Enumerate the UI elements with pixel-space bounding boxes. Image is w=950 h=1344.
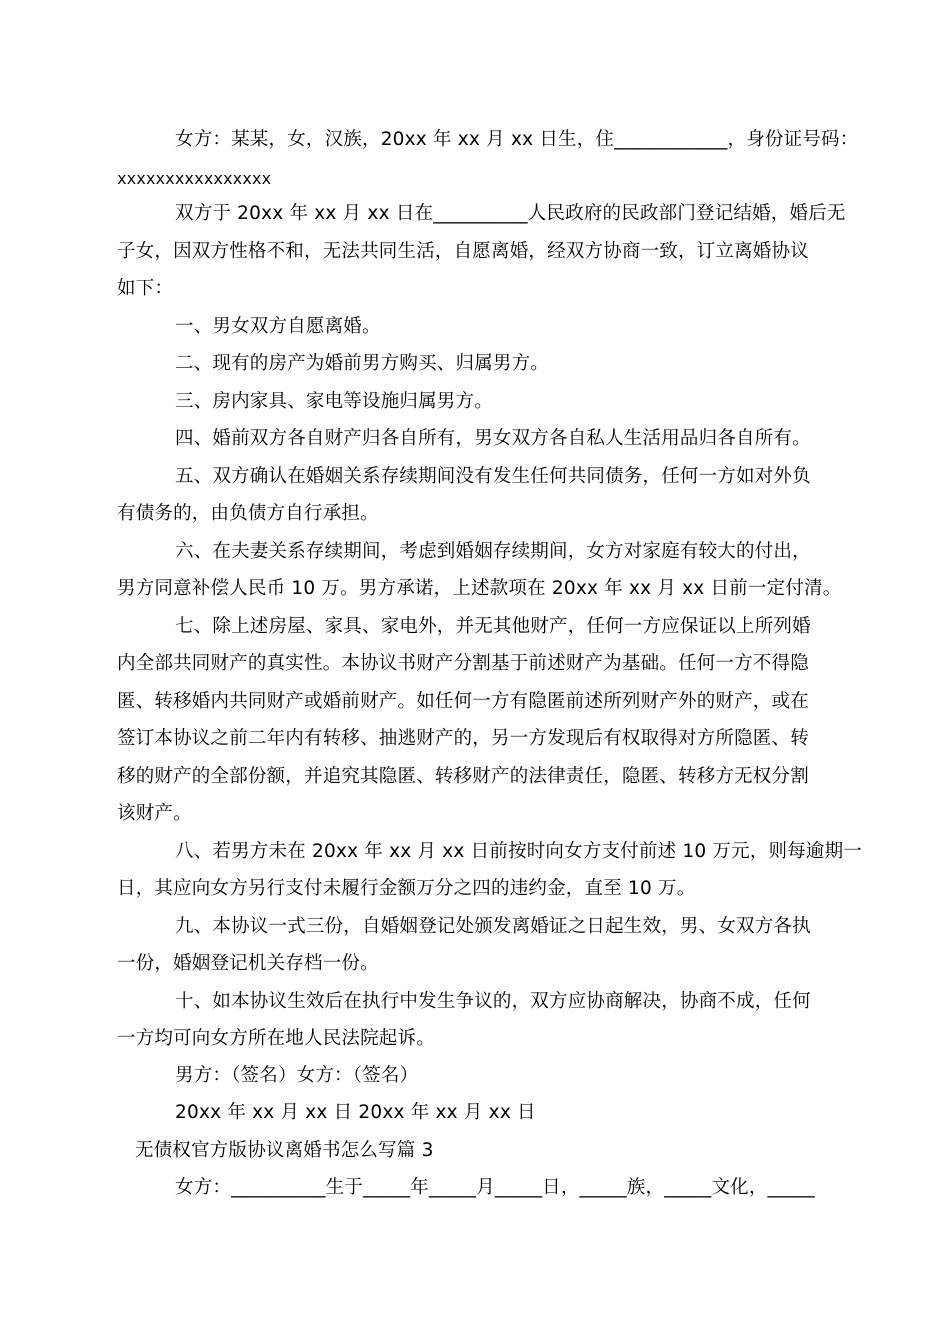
clause-7-line-5: 移的财产的全部份额，并追究其隐匿、转移财产的法律责任，隐匿、转移方无权分割 <box>117 766 809 787</box>
clause-8-line-1: 八、若男方未在 20xx 年 xx 月 xx 日前按时向女方支付前述 10 万元，则每逾期一 <box>175 841 863 862</box>
intro-line-1: 双方于 20xx 年 xx 月 xx 日在__________人民政府的民政部门登记结婚，婚后无 <box>175 203 846 224</box>
clause-6-line-1: 六、在夫妻关系存续期间，考虑到婚姻存续期间，女方对家庭有较大的付出， <box>175 541 811 562</box>
clause-9-line-2: 一份，婚姻登记机关存档一份。 <box>117 953 379 974</box>
section-heading: 无债权官方版协议离婚书怎么写篇 3 <box>135 1140 434 1161</box>
clause-7-line-2: 内全部共同财产的真实性。本协议书财产分割基于前述财产为基础。任何一方不得隐 <box>117 653 809 674</box>
signature-line: 男方：（签名）女方：（签名） <box>175 1065 419 1086</box>
clause-10-line-2: 一方均可向女方所在地人民法院起诉。 <box>117 1028 435 1049</box>
intro-line-3: 如下： <box>117 278 174 299</box>
clause-3: 三、房内家具、家电等设施归属男方。 <box>175 391 493 412</box>
id-number-line: xxxxxxxxxxxxxxxx <box>117 169 272 188</box>
clause-10-line-1: 十、如本协议生效后在执行中发生争议的，双方应协商解决，协商不成，任何 <box>175 991 811 1012</box>
clause-7-line-3: 匿、转移婚内共同财产或婚前财产。如任何一方有隐匿前述所列财产外的财产，或在 <box>117 691 809 712</box>
clause-4: 四、婚前双方各自财产归各自所有，男女双方各自私人生活用品归各自所有。 <box>175 428 811 449</box>
clause-5-line-2: 有债务的，由负债方自行承担。 <box>117 503 379 524</box>
clause-8-line-2: 日，其应向女方另行支付未履行金额万分之四的违约金，直至 10 万。 <box>117 878 696 899</box>
party-female-line: 女方：某某，女，汉族，20xx 年 xx 月 xx 日生，住____________，身份证号码： <box>175 129 859 150</box>
clause-5-line-1: 五、双方确认在婚姻关系存续期间没有发生任何共同债务，任何一方如对外负 <box>175 466 811 487</box>
clause-9-line-1: 九、本协议一式三份，自婚姻登记处颁发离婚证之日起生效，男、女双方各执 <box>175 916 811 937</box>
clause-7-line-6: 该财产。 <box>117 803 192 824</box>
clause-6-line-2: 男方同意补偿人民币 10 万。男方承诺，上述款项在 20xx 年 xx 月 xx 日前一定付清。 <box>117 578 842 599</box>
clause-7-line-4: 签订本协议之前二年内有转移、抽逃财产的，另一方发现后有权取得对方所隐匿、转 <box>117 728 809 749</box>
clause-2: 二、现有的房产为婚前男方购买、归属男方。 <box>175 353 550 374</box>
clause-7-line-1: 七、除上述房屋、家具、家电外，并无其他财产，任何一方应保证以上所列婚 <box>175 616 811 637</box>
next-party-female-line: 女方：__________生于_____年_____月_____日，_____族，_____文化，_____ <box>175 1177 815 1198</box>
signature-date-line: 20xx 年 xx 月 xx 日 20xx 年 xx 月 xx 日 <box>175 1102 536 1123</box>
clause-1: 一、男女双方自愿离婚。 <box>175 316 381 337</box>
intro-line-2: 子女，因双方性格不和，无法共同生活，自愿离婚，经双方协商一致，订立离婚协议 <box>117 241 809 262</box>
